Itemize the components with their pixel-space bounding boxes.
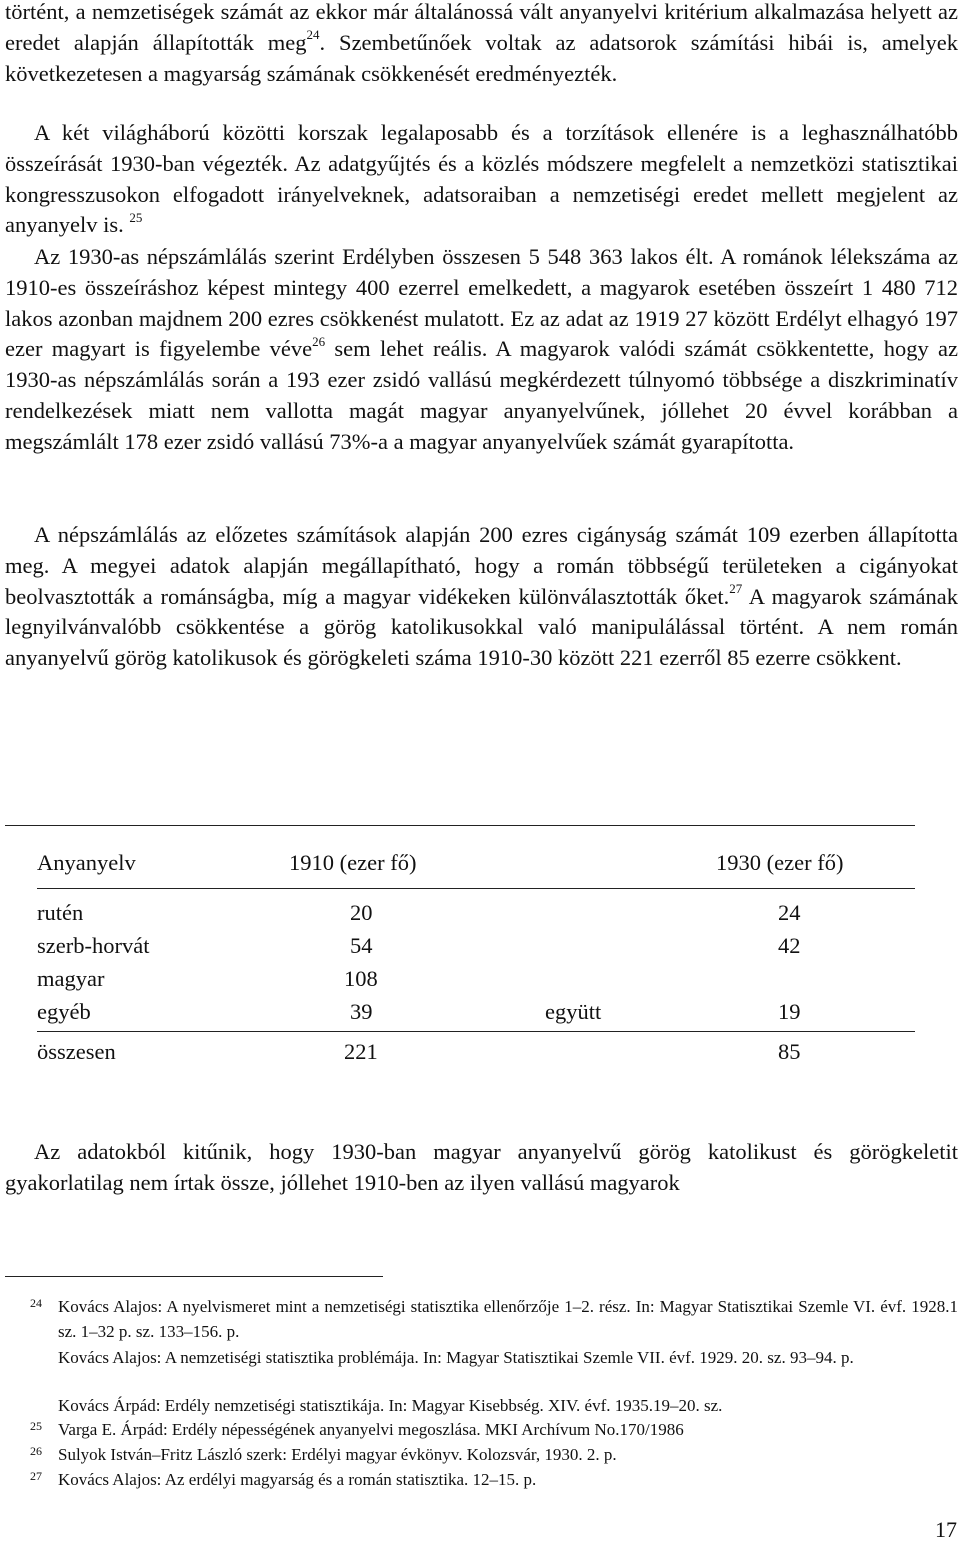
table-total-rule [37,1031,915,1032]
paragraph-4: A népszámlálás az előzetes számítások alapján 200 ezres cigányság számát 109 ezerben állapította meg. A megyei adatok alapján megállapítható, hogy a román többségű területeken a cigányokat beolvasztották a románságba, míg a magyar vidékeken különválasztották őket.$^{27}$ A magyarok számának legnyilvánvalóbb csökkentése a görög katolikusokkal való manipulálással történt. A nem román anyanyelvű görög katolikusok és görögkeleti száma 1910-30 között 221 ezerről 85 ezerre csökkent. [5,522,958,671]
footnote-26: 26 Sulyok István–Fritz László szerk: Erdélyi magyar évkönyv. Kolozsvár, 1930. 2. p. [30,1444,617,1464]
footnote-ref-24[interactable]: 24 [306,27,320,43]
table-header-1930: 1930 (ezer fő) [716,850,844,875]
paragraph-3: Az 1930-as népszámlálás szerint Erdélyben összesen 5 548 363 lakos élt. A románok lélekszáma az 1910-es összeíráshoz képest mintegy 400 ezerrel emelkedett, a magyarok esetében összeírt 1 480 712 lakos azonban majdnem 200 ezres csökkenést mulatott. Ez az adat az 1919 27 között Erdélyt elhagyó 197 ezer magyart is figyelembe véve$^{26}$ sem lehet reális. A magyarok valódi számát csökkentette, hogy az 1930-as népszámlálás során a 193 ezer zsidó vallású megkérdezett túlnyomó többsége a diszkriminatív rendelkezések miatt nem vallotta magát magyar anyanyelvűnek, jóllehet 20 évvel korábban a megszámlált 178 ezer zsidó vallású 73%-a a magyar anyanyelvűek számát gyarapította. [5,244,958,454]
paragraph-1: történt, a nemzetiségek számát az ekkor már általánossá vált anyanyelvi kritérium alkalmazása helyett az eredet alapján állapították meg$^{24}$. Szembetűnőek voltak az adatsorok számítási hibái is, amelyek következetesen a magyarság számának csökkenését eredményezték. [5,0,958,86]
table-note-together: együtt [545,999,602,1024]
footnote-24: 24 Kovács Alajos: A nyelvismeret mint a nemzetiségi statisztika ellenőrzője 1–2. rész. In: Magyar Statisztikai Szemle VI. évf. 1928.1 sz. 1–32 p. sz. 133–156. p. [30,1296,958,1341]
table-header-language: Anyanyelv [37,850,136,875]
footnote-ref-27[interactable]: 27 [729,581,743,597]
paragraph-2: A két világháború közötti korszak legalaposabb és a torzítások ellenére is a leghasználhatóbb összeírását 1930-ban végezték. Az adatgyűjtés és a közlés módszere megfelelt a nemzetközi statisztikai kongresszusokon elfogadott irányelveknek, adatsoraiban a nemzetiségi eredet mellett megjelent az anyanyelv is. $^{25}$ [5,120,958,238]
footnote-24-cont2: Kovács Árpád: Erdély nemzetiségi statisztikája. In: Magyar Kisebbség. XIV. évf. 1935.19–20. sz. [58,1396,723,1415]
table-header-1910: 1910 (ezer fő) [289,850,417,875]
closing-paragraph: Az adatokból kitűnik, hogy 1930-ban magyar anyanyelvű görög katolikust és görögkeletit gyakorlatilag nem írtak össze, jóllehet 1910-ben az ilyen vallású magyarok [5,1139,958,1195]
page-number: 17 [935,1517,957,1542]
table-top-rule [5,825,915,826]
table-header-rule [37,888,915,889]
footnote-ref-26[interactable]: 26 [312,333,326,349]
footnote-25: 25 Varga E. Árpád: Erdély népességének anyanyelvi megoszlása. MKI Archívum No.170/1986 [30,1419,684,1439]
footnote-separator [5,1276,383,1277]
footnote-ref-25[interactable]: 25 [129,209,143,225]
footnote-27: 27 Kovács Alajos: Az erdélyi magyarság és a román statisztika. 12–15. p. [30,1469,537,1489]
footnote-24-cont: Kovács Alajos: A nemzetiségi statisztika problémája. In: Magyar Statisztikai Szemle VII. évf. 1929. 20. sz. 93–94. p. [58,1348,854,1367]
